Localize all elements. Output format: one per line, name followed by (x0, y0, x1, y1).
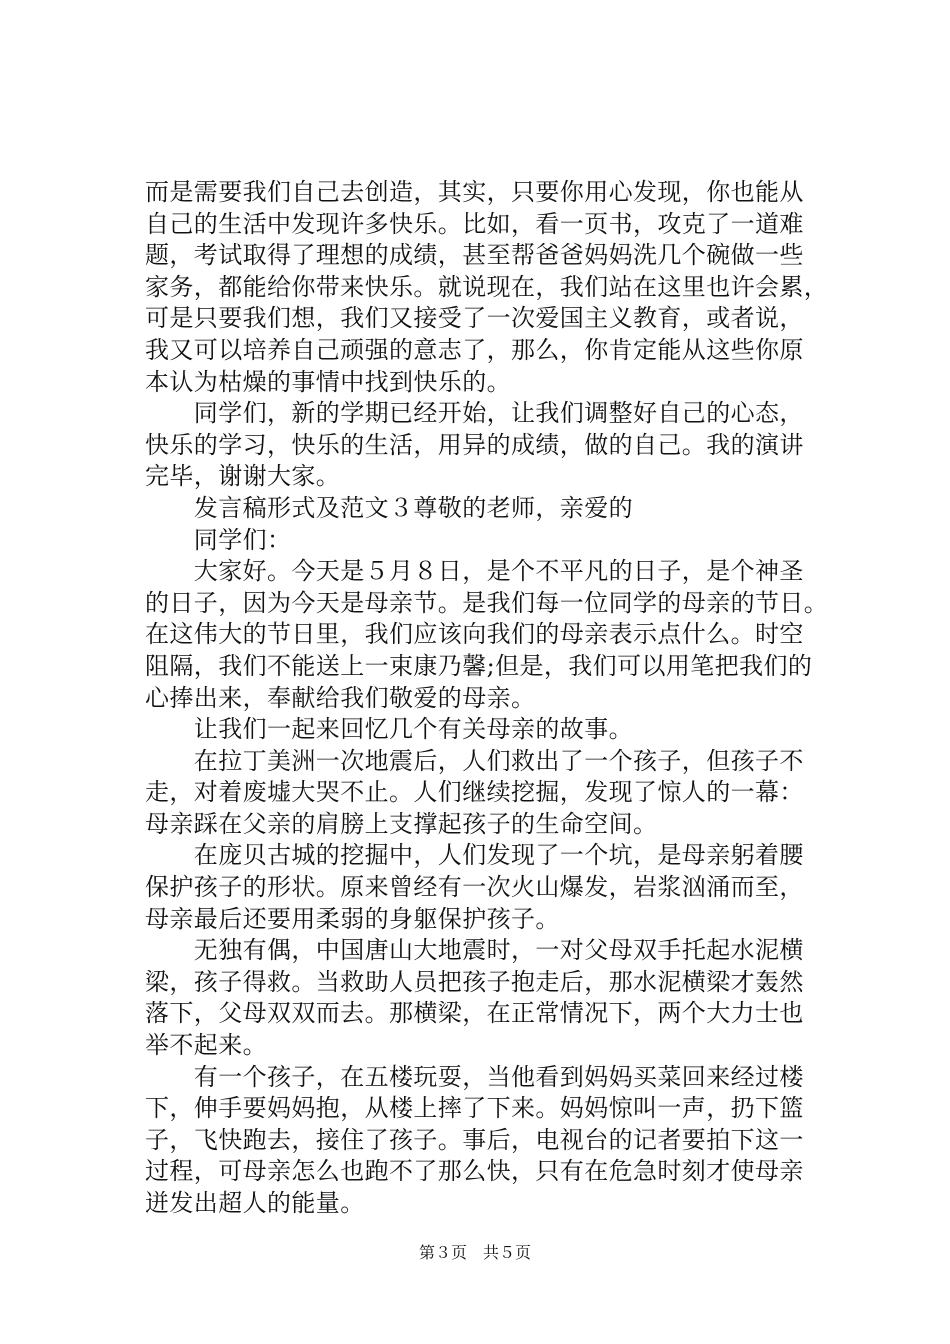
text-line: 在庞贝古城的挖掘中，人们发现了一个坑，是母亲躬着腰 (145, 841, 804, 870)
text-line: 迸发出超人的能量。 (145, 1189, 365, 1217)
text-line: 完毕，谢谢大家。 (145, 462, 341, 491)
text-line: 母亲踩在父亲的肩膀上支撑起孩子的生命空间。 (145, 809, 658, 838)
text-line: 家务，都能给你带来快乐。就说现在，我们站在这里也许会累， (145, 272, 829, 301)
text-line: 自己的生活中发现许多快乐。比如，看一页书，攻克了一道难 (145, 209, 804, 238)
text-line: 同学们： (145, 525, 292, 554)
text-line: 快乐的学习，快乐的生活，用异的成绩，做的自己。我的演讲 (145, 430, 804, 459)
document-body (145, 177, 835, 1220)
text-line: 让我们一起来回忆几个有关母亲的故事。 (145, 715, 633, 744)
text-line: 过程，可母亲怎么也跑不了那么快，只有在危急时刻才使母亲 (145, 1157, 804, 1186)
text-line: 在拉丁美洲一次地震后，人们救出了一个孩子，但孩子不 (145, 746, 804, 775)
text-line: 而是需要我们自己去创造，其实，只要你用心发现，你也能从 (145, 178, 804, 206)
text-line: 落下，父母双双而去。那横梁，在正常情况下，两个大力士也 (145, 999, 804, 1028)
text-line: 母亲最后还要用柔弱的身躯保护孩子。 (145, 904, 560, 933)
text-line: 心捧出来，奉献给我们敬爱的母亲。 (145, 683, 536, 712)
text-line: 举不起来。 (145, 1031, 267, 1060)
page-number: 第３页 共５页 (418, 1243, 531, 1262)
text-line: 我又可以培养自己顽强的意志了，那么，你肯定能从这些你原 (145, 335, 804, 364)
text-line: 阻隔，我们不能送上一束康乃馨;但是，我们可以用笔把我们的 (145, 651, 813, 680)
text-line: 大家好。今天是５月８日，是个不平凡的日子，是个神圣 (145, 557, 804, 586)
text-line: 发言稿形式及范文３尊敬的老师，亲爱的 (145, 493, 633, 522)
page-footer (0, 1243, 950, 1263)
text-line: 同学们，新的学期已经开始，让我们调整好自己的心态， (145, 399, 804, 428)
text-line: 的日子，因为今天是母亲节。是我们每一位同学的母亲的节日。 (145, 588, 829, 617)
text-line: 本认为枯燥的事情中找到快乐的。 (145, 367, 511, 396)
text-line: 可是只要我们想，我们又接受了一次爱国主义教育，或者说， (145, 304, 804, 333)
text-line: 有一个孩子，在五楼玩耍，当他看到妈妈买菜回来经过楼 (145, 1062, 804, 1091)
text-line: 题，考试取得了理想的成绩，甚至帮爸爸妈妈洗几个碗做一些 (145, 241, 804, 270)
text-line: 梁，孩子得救。当救助人员把孩子抱走后，那水泥横梁才轰然 (145, 967, 804, 996)
text-line: 无独有偶，中国唐山大地震时，一对父母双手托起水泥横 (145, 936, 804, 965)
text-line: 走，对着废墟大哭不止。人们继续挖掘，发现了惊人的一幕： (145, 778, 804, 807)
text-line: 在这伟大的节日里，我们应该向我们的母亲表示点什么。时空 (145, 620, 804, 649)
text-line: 子，飞快跑去，接住了孩子。事后，电视台的记者要拍下这一 (145, 1125, 804, 1154)
text-line: 下，伸手要妈妈抱，从楼上摔了下来。妈妈惊叫一声，扔下篮 (145, 1094, 804, 1123)
text-line: 保护孩子的形状。原来曾经有一次火山爆发，岩浆汹涌而至， (145, 873, 804, 902)
